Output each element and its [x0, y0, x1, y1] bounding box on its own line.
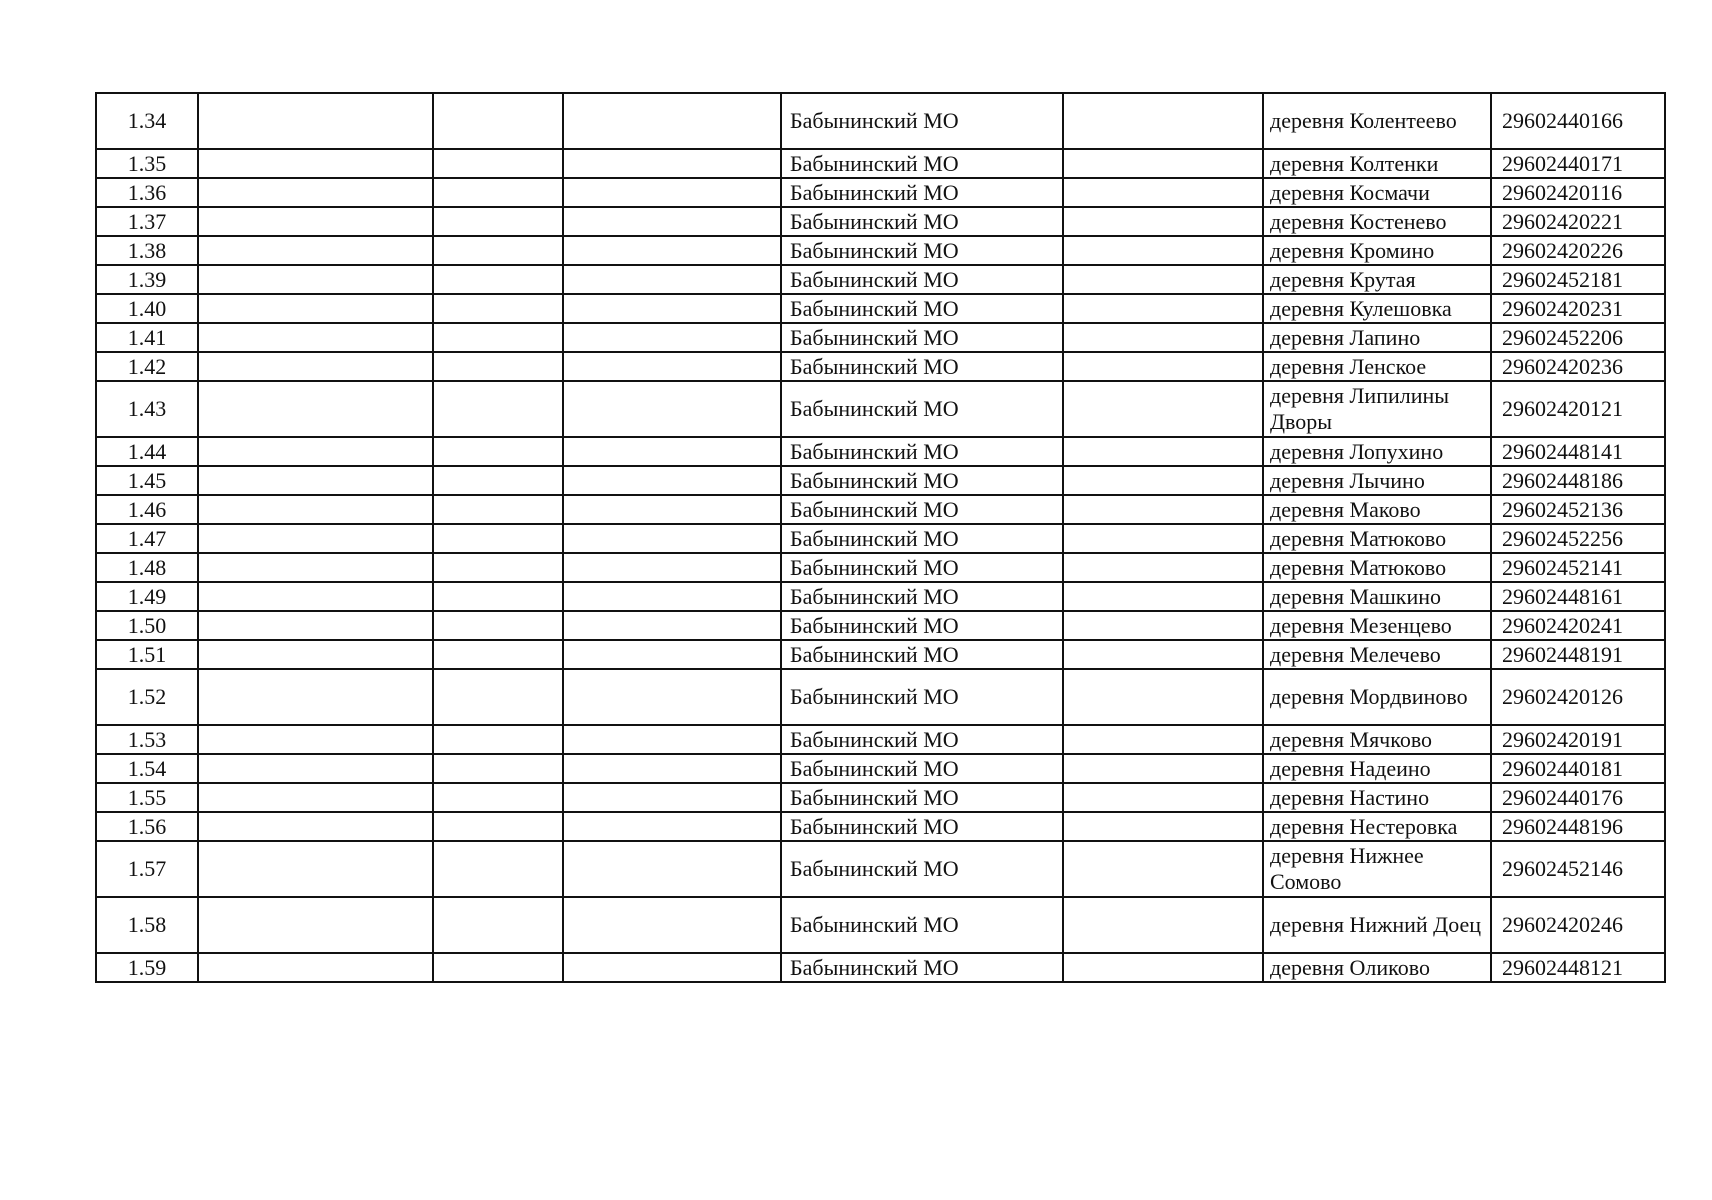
empty-cell — [563, 323, 781, 352]
municipality-cell: Бабынинский МО — [781, 725, 1063, 754]
empty-cell — [563, 897, 781, 953]
oktmo-code-cell: 29602420121 — [1491, 381, 1665, 437]
row-number-cell: 1.55 — [96, 783, 198, 812]
empty-cell — [563, 466, 781, 495]
table-row — [96, 466, 1665, 495]
oktmo-code-cell: 29602440171 — [1491, 149, 1665, 178]
settlement-cell: деревня Космачи — [1263, 178, 1491, 207]
empty-cell — [433, 93, 563, 149]
empty-cell — [1063, 323, 1263, 352]
empty-cell — [563, 294, 781, 323]
municipality-cell: Бабынинский МО — [781, 207, 1063, 236]
empty-cell — [433, 841, 563, 897]
empty-cell — [1063, 582, 1263, 611]
oktmo-code-cell: 29602440181 — [1491, 754, 1665, 783]
row-number-cell: 1.57 — [96, 841, 198, 897]
settlement-cell: деревня Оликово — [1263, 953, 1491, 982]
row-number-cell: 1.58 — [96, 897, 198, 953]
row-number-cell: 1.43 — [96, 381, 198, 437]
empty-cell — [563, 953, 781, 982]
empty-cell — [563, 265, 781, 294]
row-number-cell: 1.44 — [96, 437, 198, 466]
municipality-cell: Бабынинский МО — [781, 783, 1063, 812]
empty-cell — [563, 553, 781, 582]
empty-cell — [198, 294, 433, 323]
empty-cell — [563, 236, 781, 265]
empty-cell — [433, 812, 563, 841]
empty-cell — [1063, 812, 1263, 841]
empty-cell — [1063, 640, 1263, 669]
empty-cell — [1063, 524, 1263, 553]
settlement-cell: деревня Мячково — [1263, 725, 1491, 754]
empty-cell — [433, 953, 563, 982]
empty-cell — [198, 236, 433, 265]
municipality-cell: Бабынинский МО — [781, 93, 1063, 149]
settlement-cell: деревня Надеино — [1263, 754, 1491, 783]
empty-cell — [563, 582, 781, 611]
settlement-cell: деревня Матюково — [1263, 553, 1491, 582]
oktmo-code-cell: 29602452206 — [1491, 323, 1665, 352]
oktmo-code-cell: 29602420246 — [1491, 897, 1665, 953]
empty-cell — [563, 352, 781, 381]
empty-cell — [433, 897, 563, 953]
empty-cell — [198, 897, 433, 953]
municipality-cell: Бабынинский МО — [781, 841, 1063, 897]
table-row — [96, 93, 1665, 149]
empty-cell — [198, 466, 433, 495]
empty-cell — [563, 149, 781, 178]
table-row — [96, 669, 1665, 725]
empty-cell — [433, 352, 563, 381]
empty-cell — [1063, 466, 1263, 495]
table-row — [96, 207, 1665, 236]
settlements-table — [95, 92, 1666, 983]
oktmo-code-cell: 29602440176 — [1491, 783, 1665, 812]
settlement-cell: деревня Ленское — [1263, 352, 1491, 381]
empty-cell — [563, 524, 781, 553]
municipality-cell: Бабынинский МО — [781, 754, 1063, 783]
empty-cell — [198, 265, 433, 294]
empty-cell — [198, 207, 433, 236]
row-number-cell: 1.36 — [96, 178, 198, 207]
empty-cell — [198, 178, 433, 207]
settlement-cell: деревня Лопухино — [1263, 437, 1491, 466]
empty-cell — [433, 265, 563, 294]
empty-cell — [198, 495, 433, 524]
row-number-cell: 1.42 — [96, 352, 198, 381]
table-row — [96, 725, 1665, 754]
oktmo-code-cell: 29602452256 — [1491, 524, 1665, 553]
empty-cell — [563, 495, 781, 524]
municipality-cell: Бабынинский МО — [781, 437, 1063, 466]
oktmo-code-cell: 29602420226 — [1491, 236, 1665, 265]
empty-cell — [1063, 897, 1263, 953]
table-row — [96, 265, 1665, 294]
empty-cell — [433, 669, 563, 725]
row-number-cell: 1.46 — [96, 495, 198, 524]
table-row — [96, 178, 1665, 207]
settlement-cell: деревня Нижний Доец — [1263, 897, 1491, 953]
empty-cell — [198, 381, 433, 437]
oktmo-code-cell: 29602448196 — [1491, 812, 1665, 841]
row-number-cell: 1.47 — [96, 524, 198, 553]
row-number-cell: 1.40 — [96, 294, 198, 323]
empty-cell — [433, 236, 563, 265]
empty-cell — [198, 352, 433, 381]
empty-cell — [198, 553, 433, 582]
table-row — [96, 323, 1665, 352]
empty-cell — [1063, 294, 1263, 323]
empty-cell — [563, 841, 781, 897]
table-row — [96, 897, 1665, 953]
oktmo-code-cell: 29602452141 — [1491, 553, 1665, 582]
municipality-cell: Бабынинский МО — [781, 640, 1063, 669]
row-number-cell: 1.53 — [96, 725, 198, 754]
empty-cell — [433, 178, 563, 207]
empty-cell — [433, 323, 563, 352]
empty-cell — [1063, 553, 1263, 582]
oktmo-code-cell: 29602448121 — [1491, 953, 1665, 982]
settlement-cell: деревня Колентеево — [1263, 93, 1491, 149]
row-number-cell: 1.51 — [96, 640, 198, 669]
municipality-cell: Бабынинский МО — [781, 178, 1063, 207]
municipality-cell: Бабынинский МО — [781, 352, 1063, 381]
empty-cell — [1063, 149, 1263, 178]
empty-cell — [563, 178, 781, 207]
empty-cell — [198, 640, 433, 669]
oktmo-code-cell: 29602448191 — [1491, 640, 1665, 669]
settlement-cell: деревня Мордвиново — [1263, 669, 1491, 725]
municipality-cell: Бабынинский МО — [781, 582, 1063, 611]
empty-cell — [1063, 783, 1263, 812]
municipality-cell: Бабынинский МО — [781, 812, 1063, 841]
empty-cell — [198, 841, 433, 897]
oktmo-code-cell: 29602448141 — [1491, 437, 1665, 466]
settlement-cell: деревня Настино — [1263, 783, 1491, 812]
empty-cell — [1063, 841, 1263, 897]
settlement-cell: деревня Крутая — [1263, 265, 1491, 294]
row-number-cell: 1.45 — [96, 466, 198, 495]
table-row — [96, 611, 1665, 640]
empty-cell — [1063, 495, 1263, 524]
row-number-cell: 1.59 — [96, 953, 198, 982]
municipality-cell: Бабынинский МО — [781, 553, 1063, 582]
empty-cell — [563, 207, 781, 236]
empty-cell — [433, 495, 563, 524]
empty-cell — [1063, 953, 1263, 982]
row-number-cell: 1.52 — [96, 669, 198, 725]
settlement-cell: деревня Мелечево — [1263, 640, 1491, 669]
table-row — [96, 236, 1665, 265]
empty-cell — [563, 611, 781, 640]
settlement-cell: деревня Лычино — [1263, 466, 1491, 495]
empty-cell — [1063, 725, 1263, 754]
empty-cell — [433, 149, 563, 178]
empty-cell — [198, 725, 433, 754]
oktmo-code-cell: 29602448186 — [1491, 466, 1665, 495]
empty-cell — [198, 437, 433, 466]
oktmo-code-cell: 29602440166 — [1491, 93, 1665, 149]
empty-cell — [563, 437, 781, 466]
empty-cell — [1063, 437, 1263, 466]
empty-cell — [433, 754, 563, 783]
empty-cell — [198, 669, 433, 725]
municipality-cell: Бабынинский МО — [781, 294, 1063, 323]
empty-cell — [1063, 178, 1263, 207]
row-number-cell: 1.34 — [96, 93, 198, 149]
municipality-cell: Бабынинский МО — [781, 524, 1063, 553]
municipality-cell: Бабынинский МО — [781, 897, 1063, 953]
table-row — [96, 524, 1665, 553]
table-row — [96, 437, 1665, 466]
settlement-cell: деревня Нижнее Сомово — [1263, 841, 1491, 897]
empty-cell — [563, 93, 781, 149]
settlement-cell: деревня Костенево — [1263, 207, 1491, 236]
oktmo-code-cell: 29602420126 — [1491, 669, 1665, 725]
row-number-cell: 1.39 — [96, 265, 198, 294]
empty-cell — [1063, 611, 1263, 640]
settlement-cell: деревня Липилины Дворы — [1263, 381, 1491, 437]
oktmo-code-cell: 29602420221 — [1491, 207, 1665, 236]
empty-cell — [563, 381, 781, 437]
empty-cell — [563, 640, 781, 669]
table-row — [96, 783, 1665, 812]
municipality-cell: Бабынинский МО — [781, 236, 1063, 265]
empty-cell — [433, 437, 563, 466]
settlement-cell: деревня Кромино — [1263, 236, 1491, 265]
row-number-cell: 1.56 — [96, 812, 198, 841]
empty-cell — [1063, 669, 1263, 725]
empty-cell — [198, 953, 433, 982]
empty-cell — [433, 524, 563, 553]
settlement-cell: деревня Маково — [1263, 495, 1491, 524]
empty-cell — [433, 725, 563, 754]
empty-cell — [433, 553, 563, 582]
table-row — [96, 352, 1665, 381]
empty-cell — [198, 323, 433, 352]
empty-cell — [198, 783, 433, 812]
table-row — [96, 953, 1665, 982]
municipality-cell: Бабынинский МО — [781, 953, 1063, 982]
empty-cell — [1063, 754, 1263, 783]
row-number-cell: 1.49 — [96, 582, 198, 611]
table-row — [96, 381, 1665, 437]
settlement-cell: деревня Нестеровка — [1263, 812, 1491, 841]
empty-cell — [198, 93, 433, 149]
oktmo-code-cell: 29602452181 — [1491, 265, 1665, 294]
settlement-cell: деревня Кулешовка — [1263, 294, 1491, 323]
municipality-cell: Бабынинский МО — [781, 381, 1063, 437]
settlement-cell: деревня Мезенцево — [1263, 611, 1491, 640]
empty-cell — [198, 582, 433, 611]
table-row — [96, 553, 1665, 582]
settlement-cell: деревня Колтенки — [1263, 149, 1491, 178]
oktmo-code-cell: 29602420241 — [1491, 611, 1665, 640]
row-number-cell: 1.50 — [96, 611, 198, 640]
table-row — [96, 149, 1665, 178]
municipality-cell: Бабынинский МО — [781, 149, 1063, 178]
municipality-cell: Бабынинский МО — [781, 495, 1063, 524]
empty-cell — [433, 640, 563, 669]
municipality-cell: Бабынинский МО — [781, 669, 1063, 725]
table-row — [96, 754, 1665, 783]
oktmo-code-cell: 29602420116 — [1491, 178, 1665, 207]
row-number-cell: 1.37 — [96, 207, 198, 236]
municipality-cell: Бабынинский МО — [781, 323, 1063, 352]
row-number-cell: 1.54 — [96, 754, 198, 783]
empty-cell — [563, 783, 781, 812]
empty-cell — [433, 466, 563, 495]
table-row — [96, 841, 1665, 897]
empty-cell — [1063, 236, 1263, 265]
empty-cell — [563, 669, 781, 725]
municipality-cell: Бабынинский МО — [781, 466, 1063, 495]
empty-cell — [433, 611, 563, 640]
empty-cell — [1063, 352, 1263, 381]
empty-cell — [433, 783, 563, 812]
empty-cell — [563, 725, 781, 754]
empty-cell — [198, 611, 433, 640]
table-body — [96, 93, 1665, 982]
oktmo-code-cell: 29602448161 — [1491, 582, 1665, 611]
municipality-cell: Бабынинский МО — [781, 611, 1063, 640]
oktmo-code-cell: 29602420231 — [1491, 294, 1665, 323]
empty-cell — [433, 294, 563, 323]
row-number-cell: 1.41 — [96, 323, 198, 352]
empty-cell — [198, 754, 433, 783]
row-number-cell: 1.48 — [96, 553, 198, 582]
settlement-cell: деревня Лапино — [1263, 323, 1491, 352]
empty-cell — [198, 812, 433, 841]
empty-cell — [198, 149, 433, 178]
empty-cell — [563, 812, 781, 841]
empty-cell — [1063, 93, 1263, 149]
row-number-cell: 1.38 — [96, 236, 198, 265]
empty-cell — [433, 582, 563, 611]
table-row — [96, 582, 1665, 611]
empty-cell — [433, 381, 563, 437]
table-row — [96, 495, 1665, 524]
municipality-cell: Бабынинский МО — [781, 265, 1063, 294]
empty-cell — [198, 524, 433, 553]
settlement-cell: деревня Машкино — [1263, 582, 1491, 611]
table-row — [96, 294, 1665, 323]
empty-cell — [1063, 265, 1263, 294]
oktmo-code-cell: 29602420191 — [1491, 725, 1665, 754]
oktmo-code-cell: 29602452136 — [1491, 495, 1665, 524]
oktmo-code-cell: 29602420236 — [1491, 352, 1665, 381]
settlement-cell: деревня Матюково — [1263, 524, 1491, 553]
empty-cell — [433, 207, 563, 236]
oktmo-code-cell: 29602452146 — [1491, 841, 1665, 897]
empty-cell — [1063, 381, 1263, 437]
table-row — [96, 812, 1665, 841]
row-number-cell: 1.35 — [96, 149, 198, 178]
empty-cell — [563, 754, 781, 783]
table-row — [96, 640, 1665, 669]
empty-cell — [1063, 207, 1263, 236]
